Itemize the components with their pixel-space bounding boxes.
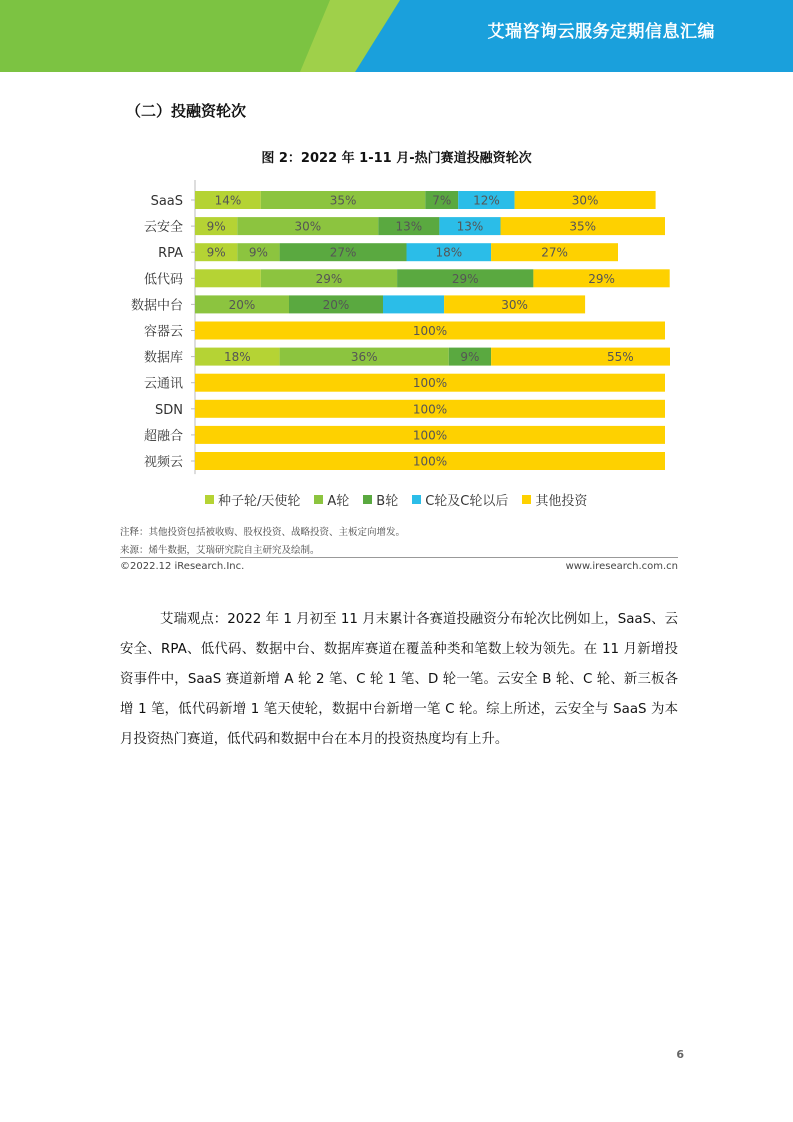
legend-label: A轮 — [327, 494, 350, 509]
data-label: 13% — [456, 219, 484, 234]
data-label: 30% — [501, 297, 528, 312]
data-label: 27% — [541, 245, 568, 260]
data-label: 18% — [435, 245, 463, 260]
data-label: 29% — [588, 271, 615, 286]
data-label: 18% — [223, 350, 251, 365]
website-text: www.iresearch.com.cn — [565, 561, 678, 572]
header-title: 艾瑞咨询云服务定期信息汇编 — [487, 22, 715, 42]
data-label: 9% — [206, 219, 226, 234]
data-label: 20% — [228, 297, 256, 312]
figure-title: 图 2：2022 年 1-11 月-热门赛道投融资轮次 — [261, 151, 532, 166]
footer-divider — [120, 557, 678, 558]
data-label: 7% — [432, 193, 452, 208]
data-label: 20% — [322, 297, 350, 312]
legend-item — [205, 490, 300, 509]
stacked-bar-chart — [120, 180, 670, 475]
page-number: 6 — [676, 1048, 684, 1061]
category-label: SaaS — [150, 194, 183, 209]
category-label: 视频云 — [143, 455, 183, 470]
category-label: 超融合 — [143, 428, 183, 444]
chart-legend — [205, 490, 587, 509]
analysis-paragraph: 艾瑞观点：2022 年 1 月初至 11 月末累计各赛道投融资分布轮次比例如上，SaaS、云安全、RPA、低代码、数据中台、数据库赛道在覆盖种类和笔数上较为领先。在 11 月新增投资事件中，SaaS 赛道新增 A 轮 2 笔、C 轮 1 笔、D 轮一笔。云安全 B 轮、C 轮、新三板各增 1 笔，低代码新增 1 笔天使轮，数据中台新增一笔 C 轮。综上所述，云安全与 SaaS 为本月投资热门赛道，低代码和数据中台在本月的投资热度均有上升。 — [120, 612, 678, 747]
data-label: 100% — [412, 454, 448, 469]
data-label: 100% — [412, 376, 448, 391]
category-label: 数据中台 — [130, 298, 183, 314]
category-label: RPA — [158, 246, 183, 262]
data-label: 13% — [395, 219, 423, 234]
section-title: （二）投融资轮次 — [126, 102, 247, 120]
data-label: 100% — [412, 324, 448, 338]
data-label: 9% — [248, 245, 268, 260]
data-label: 35% — [329, 193, 357, 208]
category-label: 数据库 — [143, 350, 183, 366]
legend-swatch — [412, 495, 421, 504]
data-label: 14% — [214, 193, 242, 208]
bar-segment — [383, 295, 444, 313]
bar-segment — [195, 269, 261, 287]
data-label: 100% — [412, 402, 448, 417]
legend-label: C轮及C轮以后 — [425, 494, 509, 509]
legend-item — [412, 490, 508, 509]
data-label: 35% — [569, 219, 597, 234]
legend-label: 其他投资 — [535, 494, 588, 509]
data-label: 100% — [412, 428, 448, 443]
legend-item — [363, 490, 398, 509]
data-label: 55% — [607, 350, 634, 365]
legend-label: 种子轮/天使轮 — [218, 494, 301, 509]
category-label: 低代码 — [143, 272, 183, 288]
data-label: 29% — [315, 271, 343, 286]
category-label: 云通讯 — [143, 376, 183, 392]
legend-swatch — [314, 495, 323, 504]
chart-source: 来源：烯牛数据，艾瑞研究院自主研究及绘制。 — [120, 545, 320, 556]
legend-swatch — [522, 495, 531, 504]
legend-swatch — [205, 495, 214, 504]
legend-swatch — [363, 495, 372, 504]
bar-segment — [491, 348, 670, 366]
legend-label: B轮 — [376, 494, 399, 509]
data-label: 9% — [460, 350, 480, 365]
data-label: 30% — [571, 193, 599, 208]
data-label: 29% — [451, 271, 479, 286]
legend-item — [314, 490, 349, 509]
chart-note: 注释：其他投资包括被收购、股权投资、战略投资、主板定向增发。 — [120, 527, 406, 538]
data-label: 36% — [350, 350, 378, 365]
category-label: SDN — [155, 402, 183, 418]
data-label: 9% — [206, 245, 226, 260]
category-label: 容器云 — [143, 324, 183, 340]
data-label: 27% — [329, 245, 357, 260]
legend-item — [522, 490, 587, 509]
category-label: 云安全 — [143, 220, 183, 236]
data-label: 30% — [294, 219, 322, 234]
copyright-text: ©2022.12 iResearch.Inc. — [120, 561, 245, 572]
data-label: 12% — [473, 193, 500, 208]
